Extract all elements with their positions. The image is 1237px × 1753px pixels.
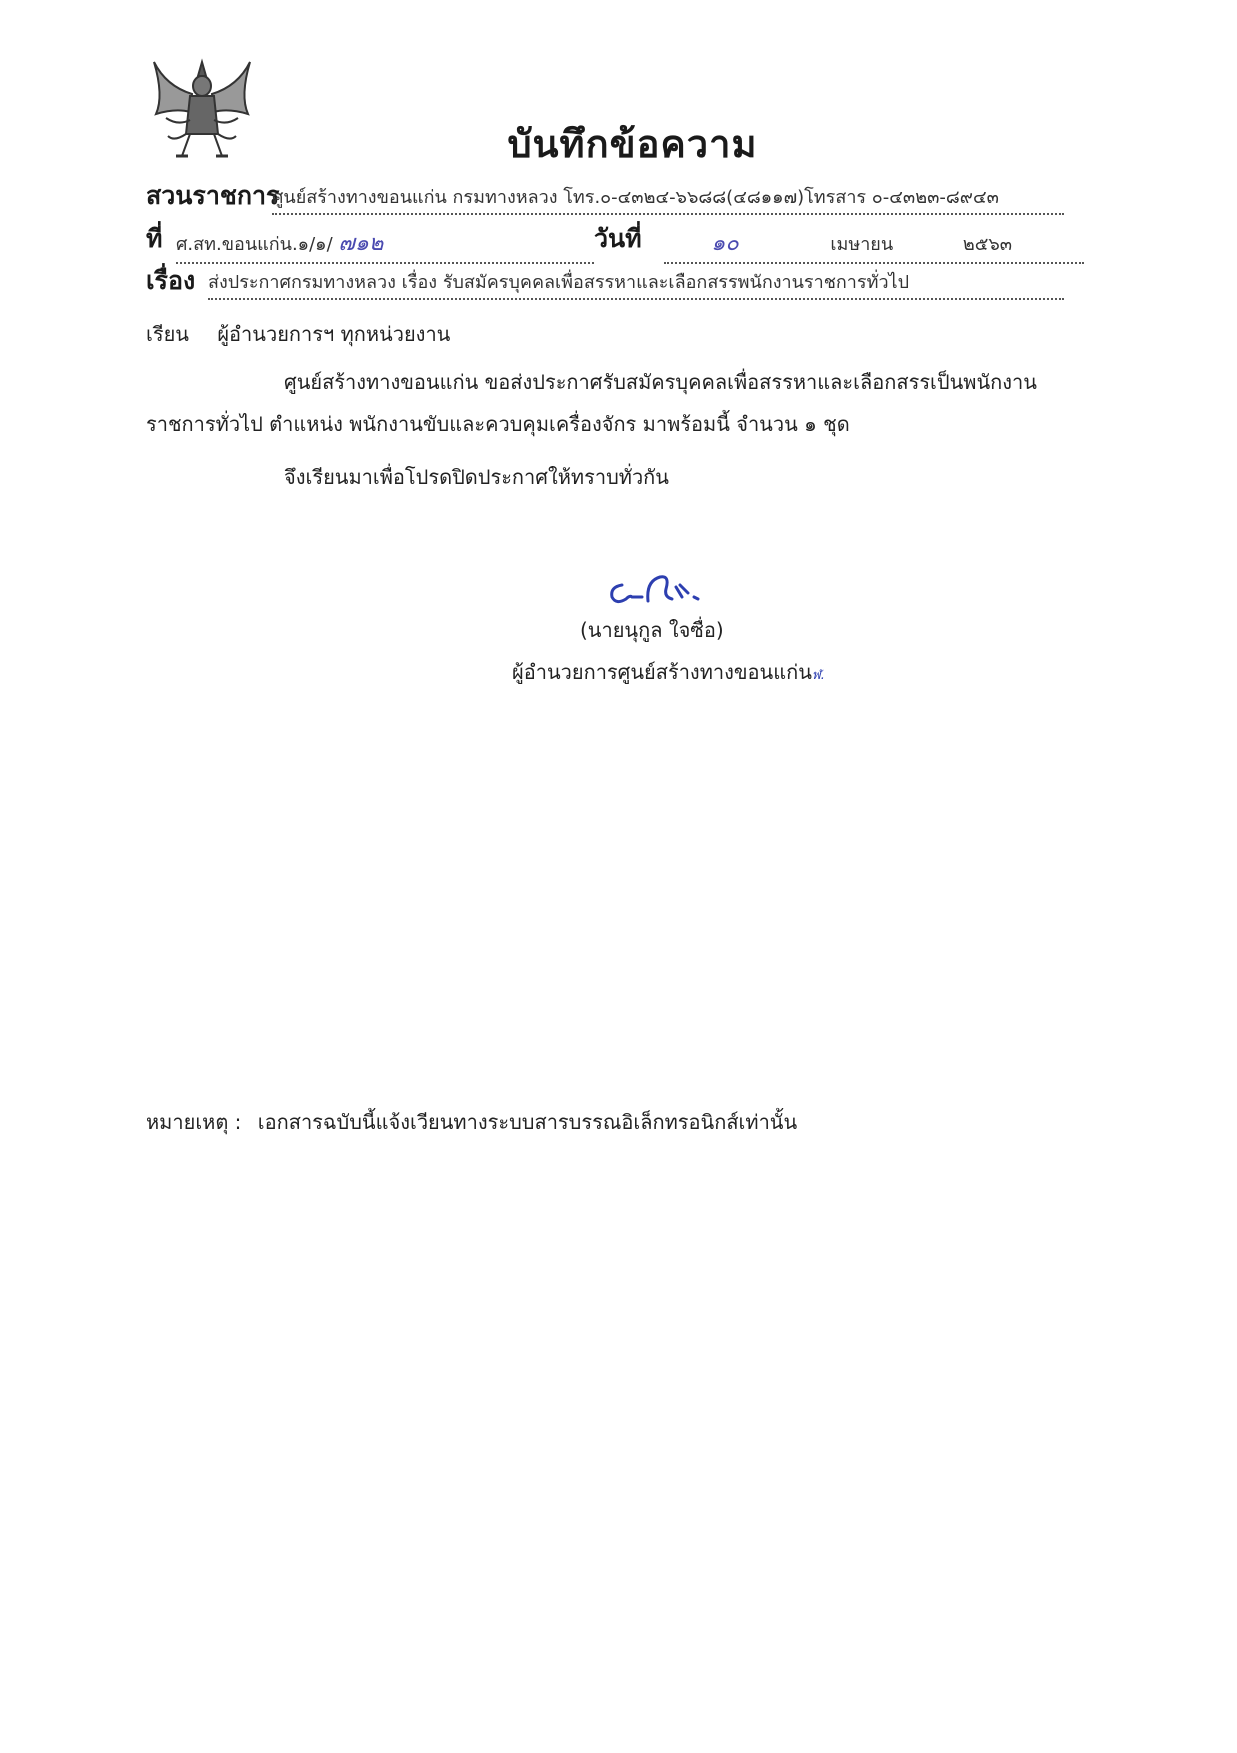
note-text: เอกสารฉบับนี้แจ้งเวียนทางระบบสารบรรณอิเล็กทรอนิกส์เท่านั้น [257,1110,798,1134]
document-title: บันทึกข้อความ [507,122,758,166]
to-label: เรียน [146,322,189,346]
ref-handwritten-number: ๗๑๒ [338,231,384,256]
agency-value: ศูนย์สร้างทางขอนแก่น กรมทางหลวง โทร.๐-๔๓๒๔-๖๖๘๘(๔๘๑๑๗)โทรสาร ๐-๔๓๒๓-๘๙๔๓ [272,182,1064,215]
ref-value-field [176,225,594,264]
ref-label: ที่ [146,224,163,253]
initial-mark: ฬ. [811,668,825,683]
signer-position [512,656,825,688]
date-field [664,225,1084,264]
date-year: ๒๕๖๓ [962,234,1013,255]
paragraph-1-line-2: ราชการทั่วไป ตำแหน่ง พนักงานขับและควบคุมเครื่องจักร มาพร้อมนี้ จำนวน ๑ ชุด [146,412,850,436]
signer-name: (นายนุกูล ใจซื่อ) [580,618,724,642]
note-label: หมายเหตุ : [146,1110,242,1134]
date-month: เมษายน [830,234,894,255]
subject-label: เรื่อง [146,266,196,295]
salutation [146,318,450,350]
ref-value: ศ.สท.ขอนแก่น.๑/๑/ [176,234,333,255]
to-value: ผู้อำนวยการฯ ทุกหน่วยงาน [217,322,451,346]
handwritten-signature-icon [602,567,714,607]
paragraph-2: จึงเรียนมาเพื่อโปรดปิดประกาศให้ทราบทั่วกัน [284,465,669,489]
subject-value: ส่งประกาศกรมทางหลวง เรื่อง รับสมัครบุคคลเพื่อสรรหาและเลือกสรรพนักงานราชการทั่วไป [208,267,1064,300]
paragraph-1-line-1: ศูนย์สร้างทางขอนแก่น ขอส่งประกาศรับสมัครบุคคลเพื่อสรรหาและเลือกสรรเป็นพนักงาน [284,370,1037,394]
agency-label: สวนราชการ [146,181,280,210]
date-label: วันที่ [594,224,642,253]
date-day: ๑๐ [711,231,739,256]
signer-position-text: ผู้อำนวยการศูนย์สร้างทางขอนแก่น [512,660,812,684]
footer-note [146,1106,797,1138]
